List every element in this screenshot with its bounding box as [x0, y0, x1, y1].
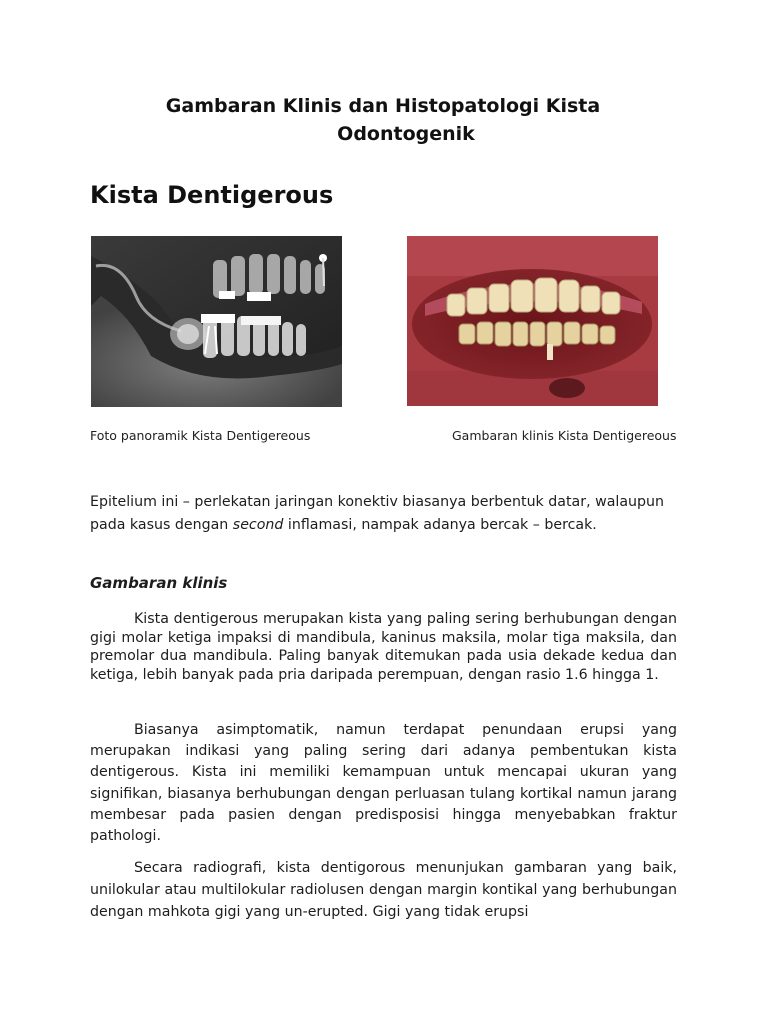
body-paragraph: Biasanya asimptomatik, namun terdapat penundaan erupsi yang merupakan indikasi yang paling sering dari adanya pembentukan kista dentigerous. Kista ini memiliki kemampuan untuk mencapai ukuran yang signifikan, biasanya berhubungan dengan perluasan tulang kortikal namun jarang membesar pada pasien dengan predisposisi hingga menyebabkan fraktur pathologi.	[90, 722, 677, 845]
figure-caption-left: Foto panoramik Kista Dentigereous	[90, 428, 311, 443]
intro-italic-term: second	[232, 516, 284, 533]
panoramic-xray-image	[91, 236, 342, 407]
title-line-2: Odontogenik	[337, 123, 475, 145]
intro-text-start: Epitelium ini – perlekatan jaringan konektiv biasanya berbentuk datar, walaupun pada kasus dengan	[90, 494, 665, 533]
document-title	[90, 92, 676, 148]
intro-paragraph	[90, 491, 677, 536]
subheading-gambaran-klinis: Gambaran klinis	[90, 574, 228, 592]
section-heading: Kista Dentigerous	[90, 181, 334, 209]
title-line-1: Gambaran Klinis dan Histopatologi Kista	[165, 95, 601, 117]
clinical-teeth-photo	[407, 236, 658, 406]
body-paragraph: Secara radiografi, kista dentigorous menunjukan gambaran yang baik, unilokular atau multilokular radiolusen dengan margin kontikal yang berhubungan dengan mahkota gigi yang un-erupted. Gigi yang tidak erupsi	[90, 860, 677, 920]
intro-text-end: inflamasi, nampak adanya bercak – bercak.	[283, 516, 597, 533]
body-paragraph: Kista dentigerous merupakan kista yang paling sering berhubungan dengan gigi molar ketiga impaksi di mandibula, kaninus maksila, molar tiga maksila, dan premolar dua mandibula. Paling banyak ditemukan pada usia dekade kedua dan ketiga, lebih banyak pada pria daripada perempuan, dengan rasio 1.6 hingga 1.	[90, 611, 677, 683]
figure-caption-right: Gambaran klinis Kista Dentigereous	[452, 428, 677, 443]
